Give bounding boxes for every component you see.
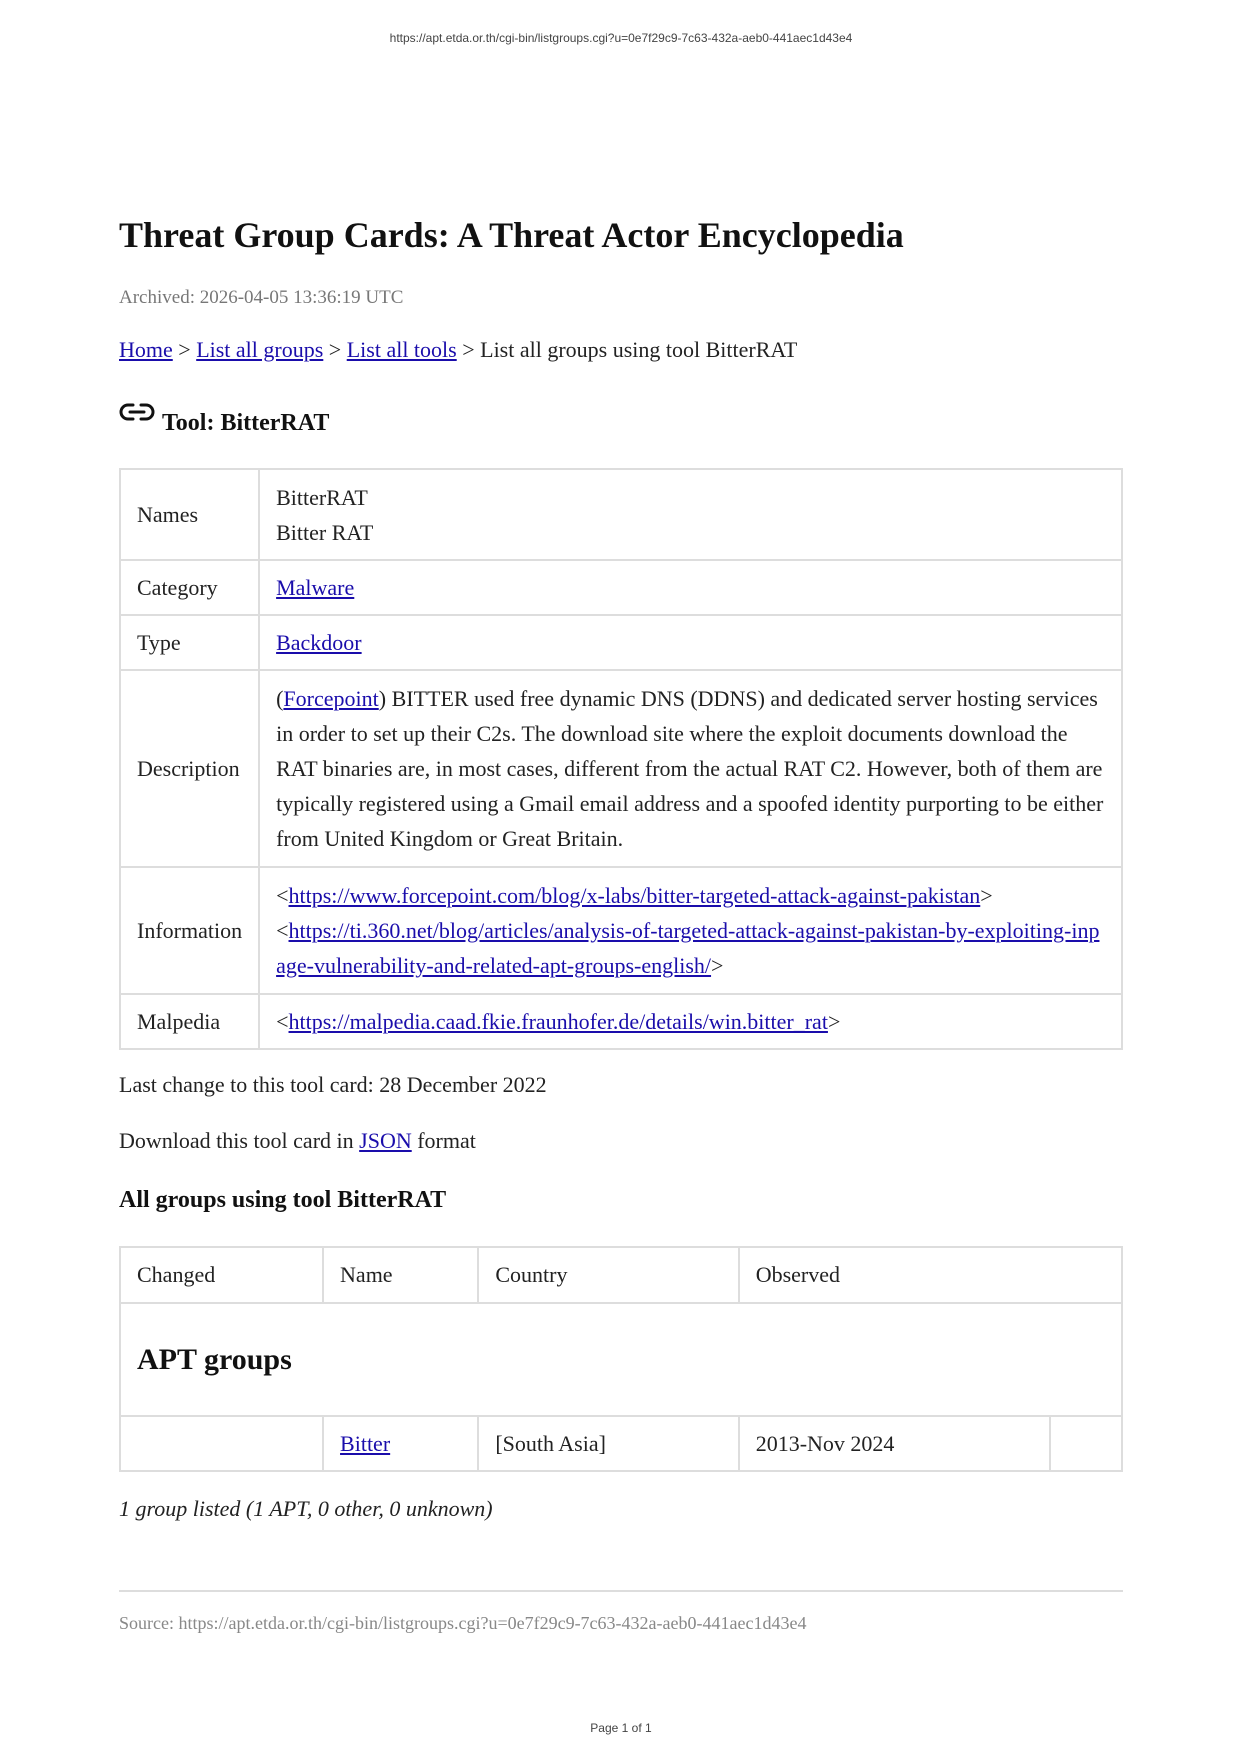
source-url: Source: https://apt.etda.or.th/cgi-bin/listgroups.cgi?u=0e7f29c9-7c63-432a-aeb0-441aec1d43e4 xyxy=(119,1613,807,1633)
breadcrumb-current: > List all groups using tool BitterRAT xyxy=(456,337,798,362)
json-download-link[interactable]: JSON xyxy=(359,1128,412,1153)
description-value xyxy=(259,670,1122,867)
information-link[interactable]: https://ti.360.net/blog/articles/analysis-of-targeted-attack-against-pakistan-by-exploiting-inpage-vulnerability-and-related-apt-groups-english/ xyxy=(276,918,1100,978)
forcepoint-source-link[interactable]: Forcepoint xyxy=(283,686,379,711)
tool-heading-text: Tool: BitterRAT xyxy=(162,410,330,436)
tool-details-table xyxy=(119,468,1123,1050)
type-label: Type xyxy=(120,615,259,670)
cell-country: [South Asia] xyxy=(478,1416,738,1471)
link-icon xyxy=(119,399,155,425)
breadcrumb-separator: > xyxy=(323,337,347,362)
names-label: Names xyxy=(120,469,259,560)
table-row xyxy=(120,1416,1122,1471)
page-number: Page 1 of 1 xyxy=(590,1721,652,1735)
tool-name: BitterRAT xyxy=(276,484,368,510)
table-row xyxy=(120,560,1122,615)
description-label: Description xyxy=(120,670,259,867)
paren: ( xyxy=(276,686,284,711)
type-link[interactable]: Backdoor xyxy=(276,630,362,655)
column-header-observed: Observed xyxy=(739,1247,1122,1303)
table-row xyxy=(120,867,1122,994)
angle-bracket: < xyxy=(276,918,289,943)
table-row xyxy=(120,670,1122,867)
section-row xyxy=(120,1303,1122,1416)
cell-changed xyxy=(120,1416,323,1471)
print-header-url: https://apt.etda.or.th/cgi-bin/listgroups.cgi?u=0e7f29c9-7c63-432a-aeb0-441aec1d43e4 xyxy=(389,31,853,45)
information-link[interactable]: https://www.forcepoint.com/blog/x-labs/bitter-targeted-attack-against-pakistan xyxy=(288,883,981,908)
breadcrumb-groups-link[interactable]: List all groups xyxy=(196,337,324,362)
description-text: ) BITTER used free dynamic DNS (DDNS) and dedicated server hosting services in order to set up their C2s. The download site where the exploit documents download the RAT binaries are, in most cases, different from the actual RAT C2. However, both of them are typically registered using a Gmail email address and a spoofed identity purporting to be either from United Kingdom or Great Britain. xyxy=(276,686,1104,851)
malpedia-label: Malpedia xyxy=(120,994,259,1049)
cell-name xyxy=(323,1416,478,1471)
breadcrumb-separator: > xyxy=(172,337,197,362)
category-link[interactable]: Malware xyxy=(276,575,355,600)
table-row xyxy=(120,469,1122,560)
download-suffix: format xyxy=(411,1128,476,1153)
cell-observed: 2013-Nov 2024 xyxy=(739,1416,1051,1471)
section-title-apt-groups: APT groups xyxy=(120,1303,1122,1416)
archived-timestamp: Archived: 2026-04-05 13:36:19 UTC xyxy=(119,287,404,308)
information-value xyxy=(259,867,1122,994)
tool-name: Bitter RAT xyxy=(276,519,374,545)
column-header-name: Name xyxy=(323,1247,478,1303)
table-row xyxy=(120,994,1122,1049)
malpedia-value xyxy=(259,994,1122,1049)
angle-bracket: < xyxy=(276,883,289,908)
category-value xyxy=(259,560,1122,615)
last-change-text: Last change to this tool card: 28 December 2022 xyxy=(119,1072,547,1097)
table-row xyxy=(120,615,1122,670)
information-item xyxy=(276,878,1105,913)
angle-bracket: > xyxy=(827,1009,841,1034)
malpedia-link[interactable]: https://malpedia.caad.fkie.fraunhofer.de/details/win.bitter_rat xyxy=(288,1009,828,1034)
group-link-bitter[interactable]: Bitter xyxy=(340,1430,391,1456)
information-label: Information xyxy=(120,867,259,994)
cell-extra xyxy=(1050,1416,1122,1471)
column-header-country: Country xyxy=(478,1247,738,1303)
breadcrumb-tools-link[interactable]: List all tools xyxy=(346,337,457,362)
breadcrumb xyxy=(119,337,797,363)
category-label: Category xyxy=(120,560,259,615)
information-item xyxy=(276,913,1105,983)
breadcrumb-home-link[interactable]: Home xyxy=(119,337,173,362)
groups-table xyxy=(119,1246,1123,1472)
groups-summary: 1 group listed (1 APT, 0 other, 0 unknown) xyxy=(119,1496,493,1521)
divider xyxy=(119,1590,1123,1592)
page-title: Threat Group Cards: A Threat Actor Encyclopedia xyxy=(119,215,904,255)
names-value xyxy=(259,469,1122,560)
angle-bracket: < xyxy=(276,1009,289,1034)
angle-bracket: > xyxy=(711,953,724,978)
groups-heading: All groups using tool BitterRAT xyxy=(119,1187,447,1213)
column-header-changed: Changed xyxy=(120,1247,323,1303)
type-value xyxy=(259,615,1122,670)
angle-bracket: > xyxy=(980,883,993,908)
table-header-row xyxy=(120,1247,1122,1303)
download-line xyxy=(119,1128,476,1154)
download-prefix: Download this tool card in xyxy=(119,1128,360,1153)
